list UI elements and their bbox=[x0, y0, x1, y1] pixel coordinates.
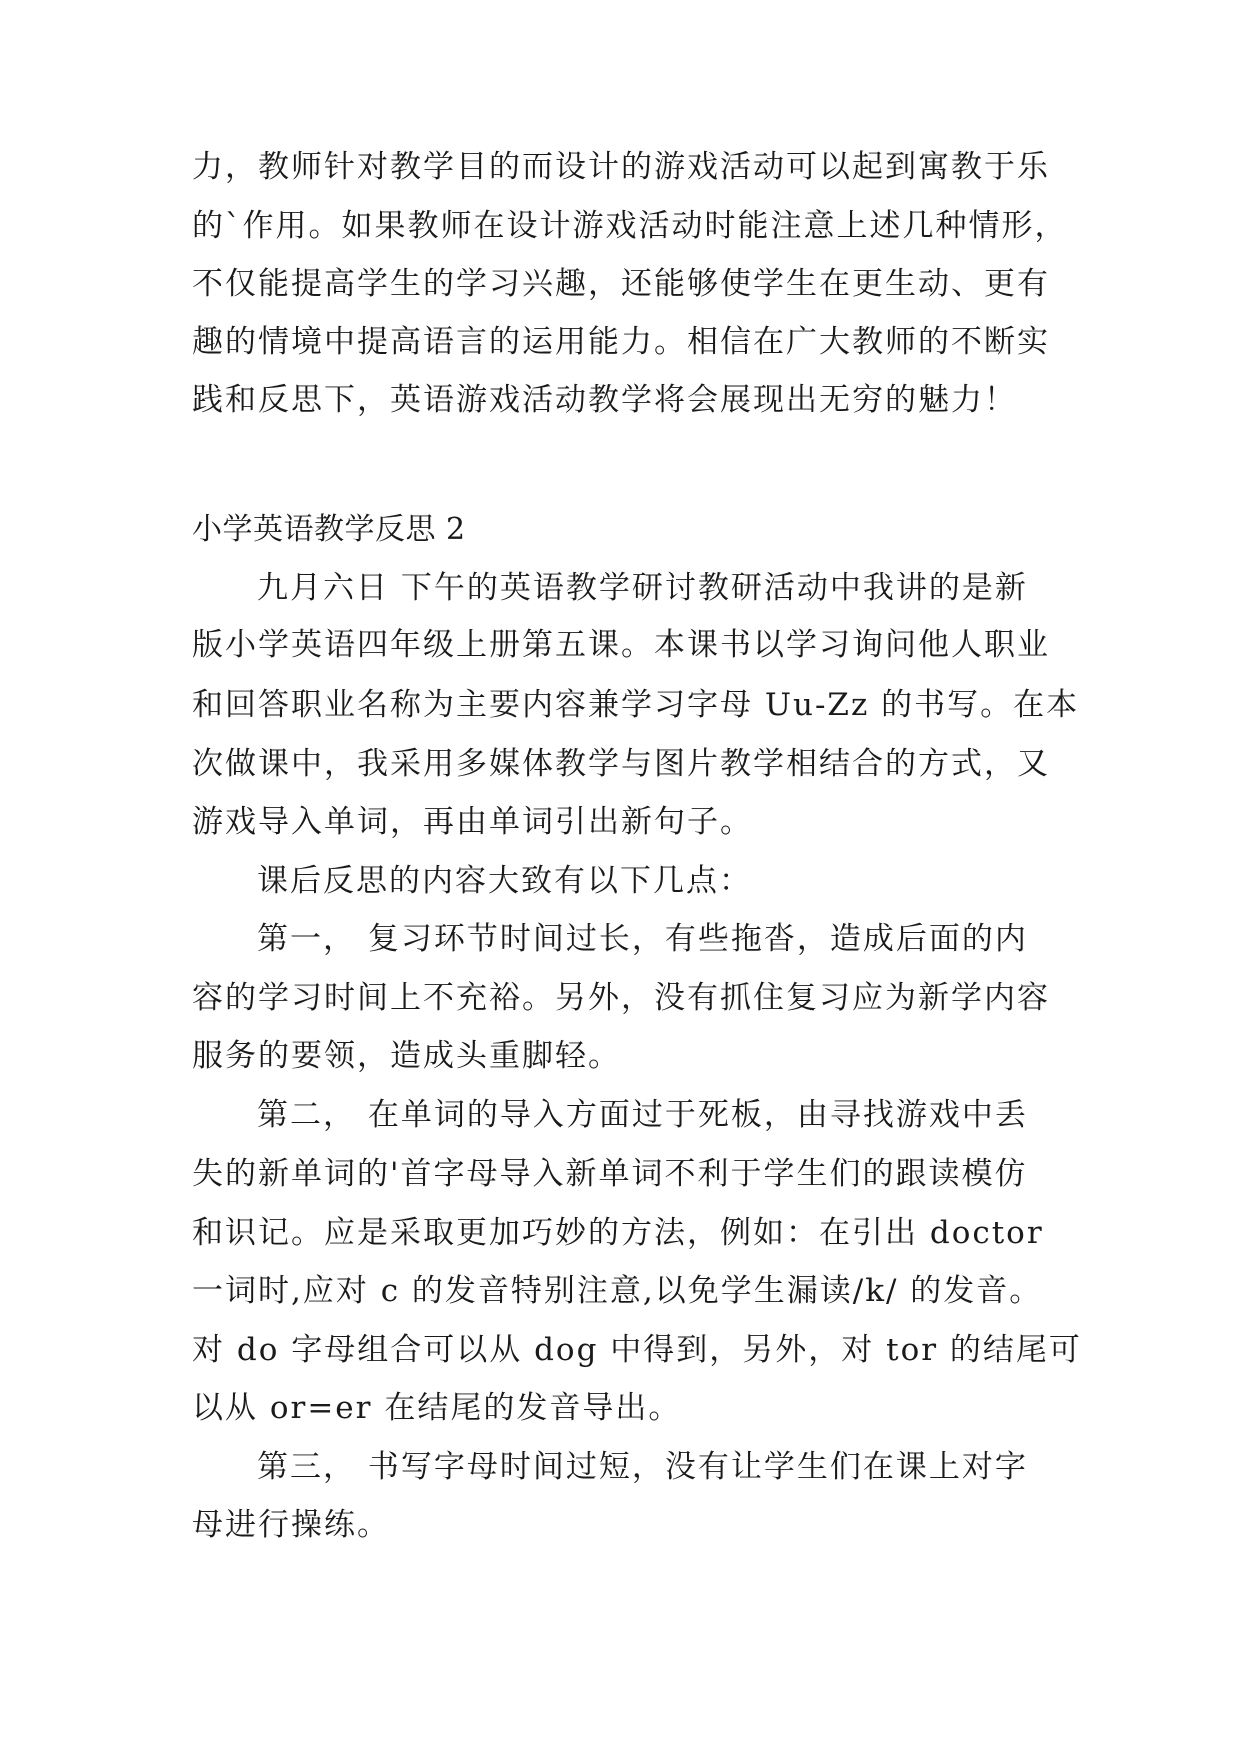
paragraph-line: 不仅能提高学生的学习兴趣，还能够使学生在更生动、更有 bbox=[192, 266, 1050, 302]
paragraph-line: 趣的情境中提高语言的运用能力。相信在广大教师的不断实 bbox=[192, 324, 1050, 360]
paragraph-line: 的`作用。如果教师在设计游戏活动时能注意上述几种情形， bbox=[192, 208, 1068, 244]
paragraph-line: 课后反思的内容大致有以下几点： bbox=[257, 863, 752, 899]
paragraph-line: 以从 or=er 在结尾的发音导出。 bbox=[192, 1390, 682, 1426]
paragraph-line: 游戏导入单词，再由单词引出新句子。 bbox=[192, 804, 753, 840]
paragraph-line: 第一， 复习环节时间过长，有些拖沓，造成后面的内 bbox=[257, 921, 1028, 957]
paragraph-line: 一词时,应对 c 的发音特别注意,以免学生漏读/k/ 的发音。 bbox=[192, 1273, 1043, 1309]
paragraph-line: 践和反思下，英语游戏活动教学将会展现出无穷的魅力！ bbox=[192, 382, 1017, 418]
paragraph-line: 和回答职业名称为主要内容兼学习字母 Uu-Zz 的书写。在本 bbox=[192, 687, 1080, 723]
paragraph-line: 服务的要领，造成头重脚轻。 bbox=[192, 1038, 621, 1074]
paragraph-line: 第三， 书写字母时间过短，没有让学生们在课上对字 bbox=[257, 1449, 1028, 1485]
paragraph-line: 母进行操练。 bbox=[192, 1507, 390, 1543]
paragraph-line: 九月六日 下午的英语教学研讨教研活动中我讲的是新 bbox=[257, 570, 1028, 606]
paragraph-line: 容的学习时间上不充裕。另外，没有抓住复习应为新学内容 bbox=[192, 980, 1050, 1016]
paragraph-line: 次做课中，我采用多媒体教学与图片教学相结合的方式，又 bbox=[192, 746, 1050, 782]
paragraph-line: 版小学英语四年级上册第五课。本课书以学习询问他人职业 bbox=[192, 627, 1050, 663]
section-title: 小学英语教学反思 2 bbox=[192, 512, 466, 547]
paragraph-line: 第二， 在单词的导入方面过于死板，由寻找游戏中丢 bbox=[257, 1097, 1028, 1133]
paragraph-line: 对 do 字母组合可以从 dog 中得到，另外，对 tor 的结尾可 bbox=[192, 1332, 1082, 1368]
paragraph-line: 和识记。应是采取更加巧妙的方法，例如：在引出 doctor bbox=[192, 1215, 1044, 1251]
paragraph-line: 力，教师针对教学目的而设计的游戏活动可以起到寓教于乐 bbox=[192, 149, 1050, 185]
paragraph-line: 失的新单词的'首字母导入新单词不利于学生们的跟读模仿 bbox=[192, 1156, 1028, 1192]
